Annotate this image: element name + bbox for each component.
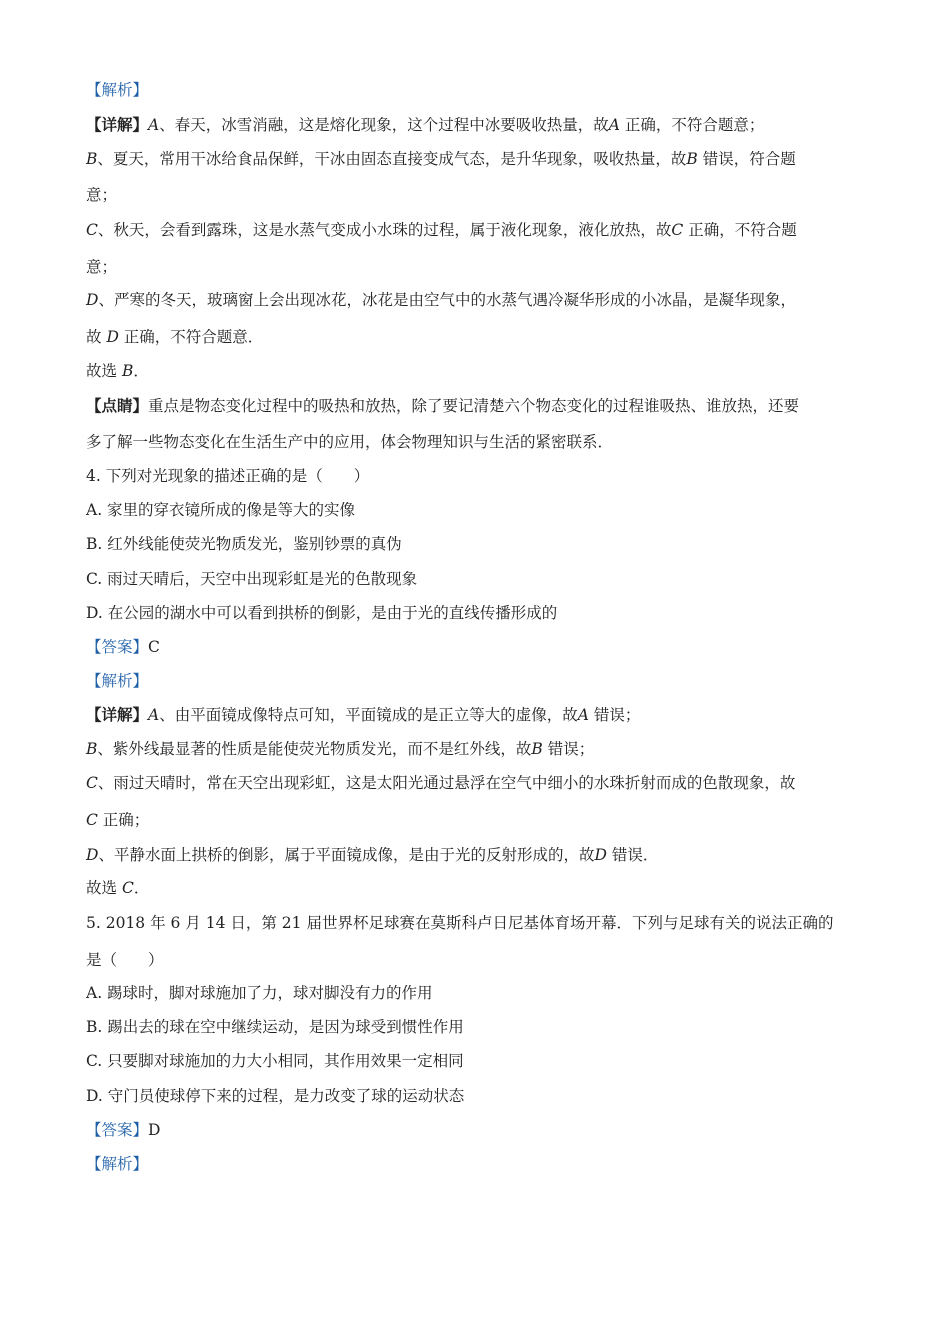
q4-option-d: D. 在公园的湖水中可以看到拱桥的倒影，是由于光的直线传播形成的 — [86, 604, 558, 622]
q3-detail-tag: 【详解】 — [86, 115, 149, 134]
q3-dianjing: 【点睛】重点是物态变化过程中的吸热和放热，除了要记清楚六个物态变化的过程谁吸热、谁放热，还要 — [86, 396, 800, 415]
q3-jiexi-tag: 【解析】 — [86, 81, 149, 99]
q4-answer-tag: 【答案】 — [86, 638, 149, 656]
q4-option-a: A. 家里的穿衣镜所成的像是等大的实像 — [86, 501, 356, 519]
q4-answer-value: C — [148, 638, 160, 656]
q4-jiexi-tag: 【解析】 — [86, 672, 149, 690]
q5-answer-tag: 【答案】 — [86, 1121, 149, 1139]
q5-answer-value: D — [148, 1121, 161, 1139]
q4-detail-a: 【详解】A、由平面镜成像特点可知，平面镜成的是正立等大的虚像，故A 错误； — [86, 705, 641, 724]
q4-stem: 4. 下列对光现象的描述正确的是（ ） — [86, 467, 370, 485]
q5-option-a: A. 踢球时，脚对球施加了力，球对脚没有力的作用 — [86, 984, 433, 1002]
q3-detail-d: D、严寒的冬天，玻璃窗上会出现冰花，冰花是由空气中的水蒸气遇冷凝华形成的小冰晶，是凝华现象， — [86, 291, 796, 309]
q3-choose: 故选 B． — [86, 362, 149, 380]
q5-stem: 5. 2018 年 6 月 14 日，第 21 届世界杯足球赛在莫斯科卢日尼基体育场开幕．下列与足球有关的说法正确的 — [86, 914, 834, 932]
q4-detail-c: C、雨过天晴时，常在天空出现彩虹，这是太阳光通过悬浮在空气中细小的水珠折射而成的色散现象，故 — [86, 774, 796, 792]
q5-jiexi-tag: 【解析】 — [86, 1155, 149, 1173]
q4-detail-d: D、平静水面上拱桥的倒影，属于平面镜成像，是由于光的反射形成的，故D 错误． — [86, 846, 659, 864]
q3-dianjing-tag: 【点睛】 — [86, 396, 149, 415]
q4-answer — [86, 637, 160, 657]
q5-stem-cont: 是（ ） — [86, 951, 164, 969]
q5-option-b: B. 踢出去的球在空中继续运动，是因为球受到惯性作用 — [86, 1018, 464, 1036]
q5-option-d: D. 守门员使球停下来的过程，是力改变了球的运动状态 — [86, 1087, 465, 1105]
q3-detail-b-cont: 意； — [86, 186, 118, 204]
q3-detail-d-cont: 故 D 正确，不符合题意． — [86, 328, 264, 346]
q4-detail-c-cont: C 正确； — [86, 811, 150, 829]
q4-option-b: B. 红外线能使荧光物质发光，鉴别钞票的真伪 — [86, 535, 402, 553]
q3-detail-b: B、夏天，常用干冰给食品保鲜，干冰由固态直接变成气态，是升华现象，吸收热量，故B 错误，符合题 — [86, 150, 796, 168]
q5-answer — [86, 1120, 160, 1140]
q4-option-c: C. 雨过天晴后，天空中出现彩虹是光的色散现象 — [86, 570, 418, 588]
q3-detail-a: 【详解】A、春天，冰雪消融，这是熔化现象，这个过程中冰要吸收热量，故A 正确，不符合题意； — [86, 115, 765, 134]
q3-detail-c: C、秋天，会看到露珠，这是水蒸气变成小水珠的过程，属于液化现象，液化放热，故C 正确，不符合题 — [86, 221, 797, 239]
q4-detail-b: B、紫外线最显著的性质是能使荧光物质发光，而不是红外线，故B 错误； — [86, 740, 595, 758]
q4-detail-tag: 【详解】 — [86, 705, 149, 724]
q4-choose: 故选 C． — [86, 879, 150, 897]
q3-dianjing-cont: 多了解一些物态变化在生活生产中的应用，体会物理知识与生活的紧密联系． — [86, 433, 614, 451]
q5-option-c: C. 只要脚对球施加的力大小相同，其作用效果一定相同 — [86, 1052, 464, 1070]
q3-detail-c-cont: 意； — [86, 258, 118, 276]
